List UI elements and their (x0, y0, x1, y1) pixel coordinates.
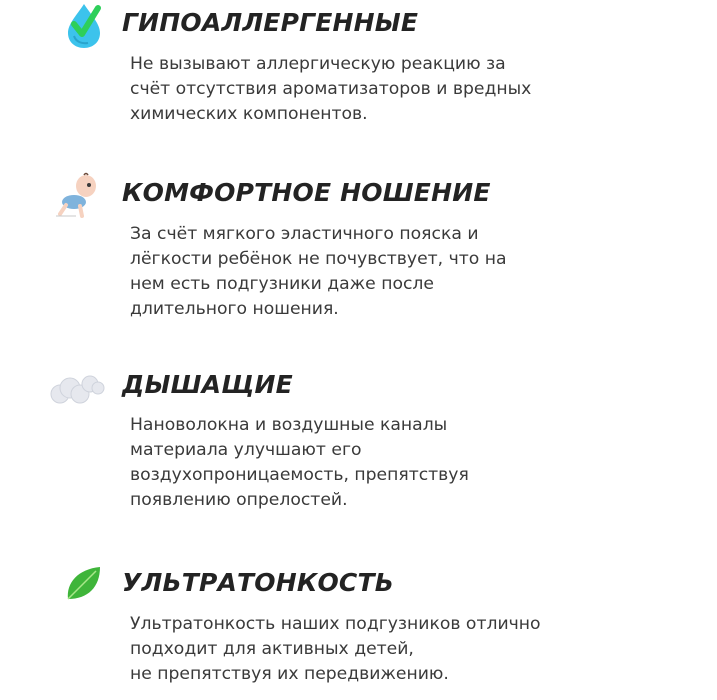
description-line: Ультратонкость наших подгузников отлично (130, 614, 541, 634)
description-line: лёгкости ребёнок не почувствует, что на (130, 249, 507, 269)
feature-description (130, 413, 469, 513)
feature-title: УЛЬТРАТОНКОСТЬ (122, 568, 394, 597)
description-line: длительного ношения. (130, 299, 339, 319)
description-line: нем есть подгузники даже после (130, 274, 434, 294)
description-line: воздухопроницаемость, препятствуя (130, 465, 469, 485)
description-line: не препятствуя их передвижению. (130, 664, 449, 684)
feature-description (130, 612, 541, 687)
crawling-baby-icon (52, 172, 100, 225)
feature-title: ГИПОАЛЛЕРГЕННЫЕ (122, 8, 419, 37)
description-line: счёт отсутствия ароматизаторов и вредных (130, 79, 532, 99)
description-line: Не вызывают аллергическую реакцию за (130, 54, 506, 74)
feature-description (130, 222, 507, 322)
feature-description (130, 52, 531, 127)
description-line: За счёт мягкого эластичного пояска и (130, 224, 479, 244)
description-line: появлению опрелостей. (130, 490, 348, 510)
cloud-icon (46, 372, 108, 413)
description-line: химических компонентов. (130, 104, 368, 124)
description-line: Нановолокна и воздушные каналы (130, 415, 448, 435)
description-line: подходит для активных детей, (130, 639, 414, 659)
feature-title: КОМФОРТНОЕ НОШЕНИЕ (122, 178, 491, 207)
water-drop-check-icon (62, 2, 106, 55)
feature-title: ДЫШАЩИЕ (122, 370, 293, 399)
description-line: материала улучшают его (130, 440, 362, 460)
green-leaf-icon (64, 563, 104, 608)
